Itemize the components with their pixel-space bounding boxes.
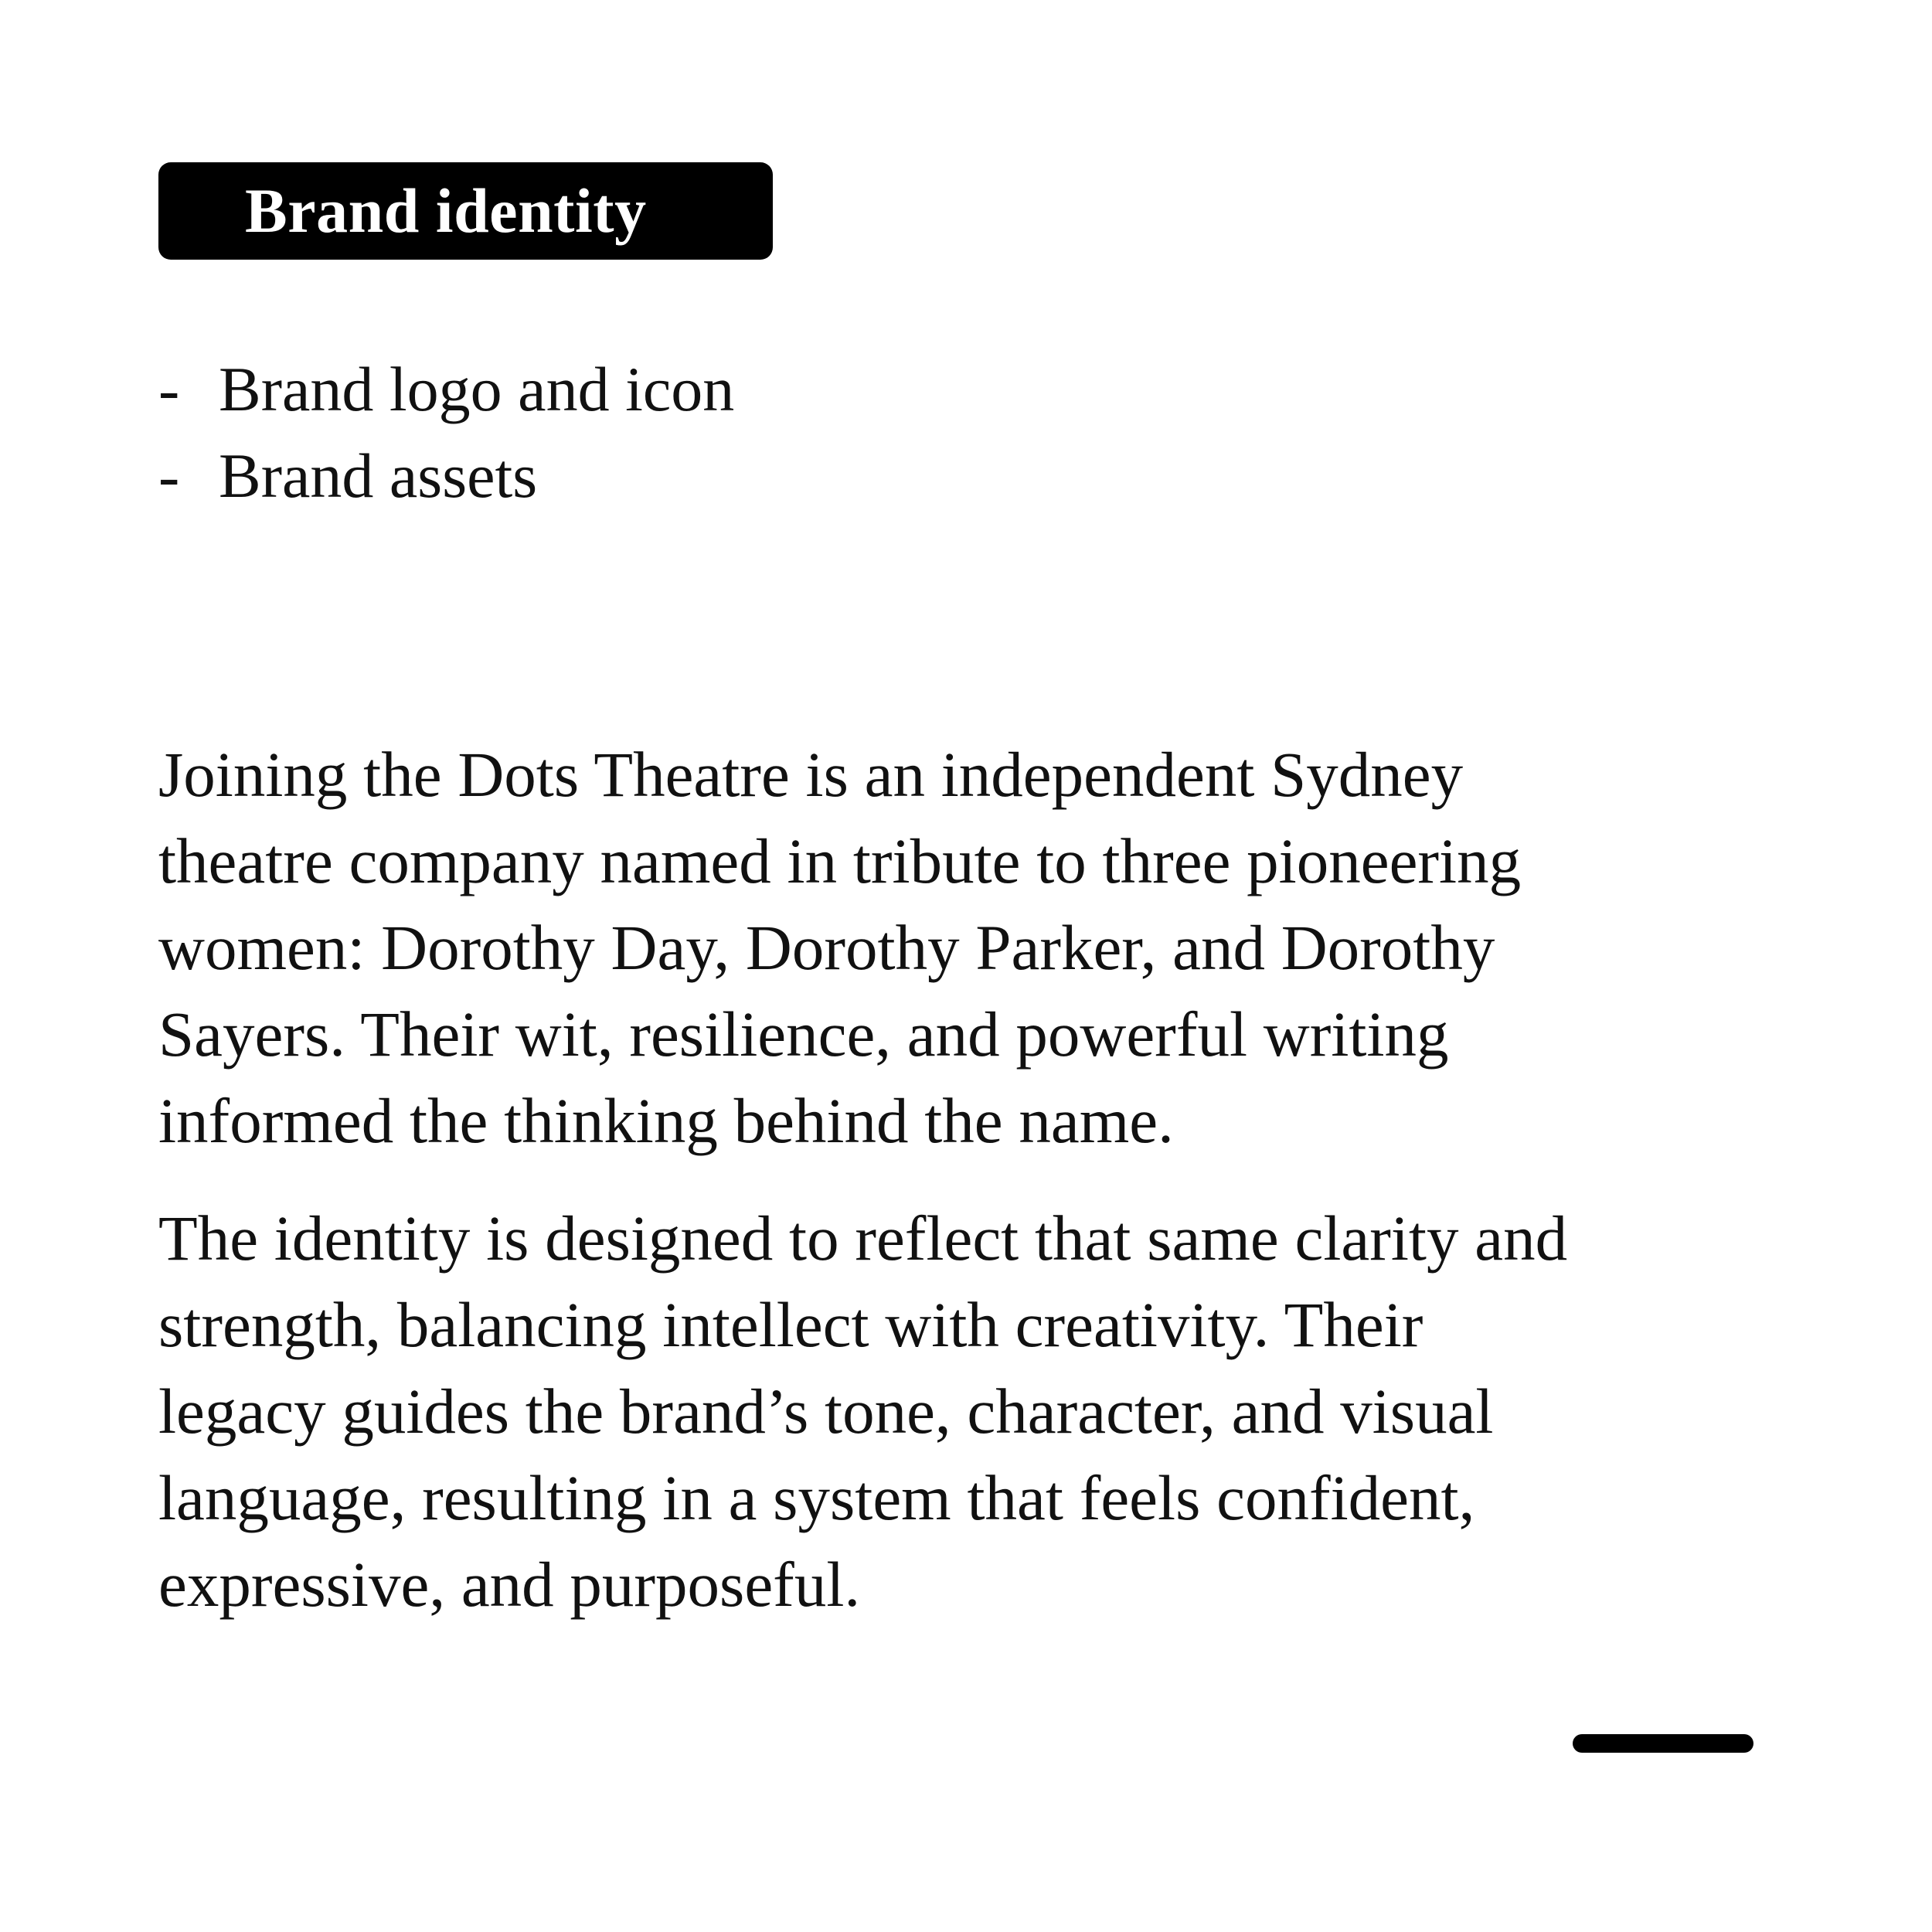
text-line: women: Dorothy Day, Dorothy Parker, and Dorothy — [158, 912, 1495, 983]
body-copy — [158, 731, 1812, 1628]
text-line: theatre company named in tribute to three pioneering — [158, 825, 1522, 896]
text-line: legacy guides the brand’s tone, character, and visual — [158, 1376, 1494, 1447]
text-line: strength, balancing intellect with creativity. Their — [158, 1289, 1423, 1360]
text-line: expressive, and purposeful. — [158, 1549, 861, 1620]
text-line: Joining the Dots Theatre is an independent Sydney — [158, 739, 1464, 810]
bullet-dash: - — [158, 440, 180, 511]
section-badge — [158, 162, 773, 260]
list-item-label: Brand assets — [219, 440, 538, 511]
text-line: language, resulting in a system that feels confident, — [158, 1462, 1475, 1533]
identity-paragraph — [158, 1195, 1812, 1628]
text-line: Sayers. Their wit, resilience, and powerful writing — [158, 998, 1449, 1070]
text-line: informed the thinking behind the name. — [158, 1085, 1174, 1156]
list-item — [158, 433, 734, 519]
text-line: The identity is designed to reflect that same clarity and — [158, 1202, 1568, 1274]
end-bar-divider — [1573, 1734, 1753, 1753]
bullet-dash: - — [158, 354, 180, 424]
section-title: Brand identity — [245, 175, 647, 246]
deliverables-list — [158, 346, 734, 519]
intro-paragraph — [158, 731, 1812, 1164]
list-item-label: Brand logo and icon — [219, 354, 735, 424]
list-item — [158, 346, 734, 433]
